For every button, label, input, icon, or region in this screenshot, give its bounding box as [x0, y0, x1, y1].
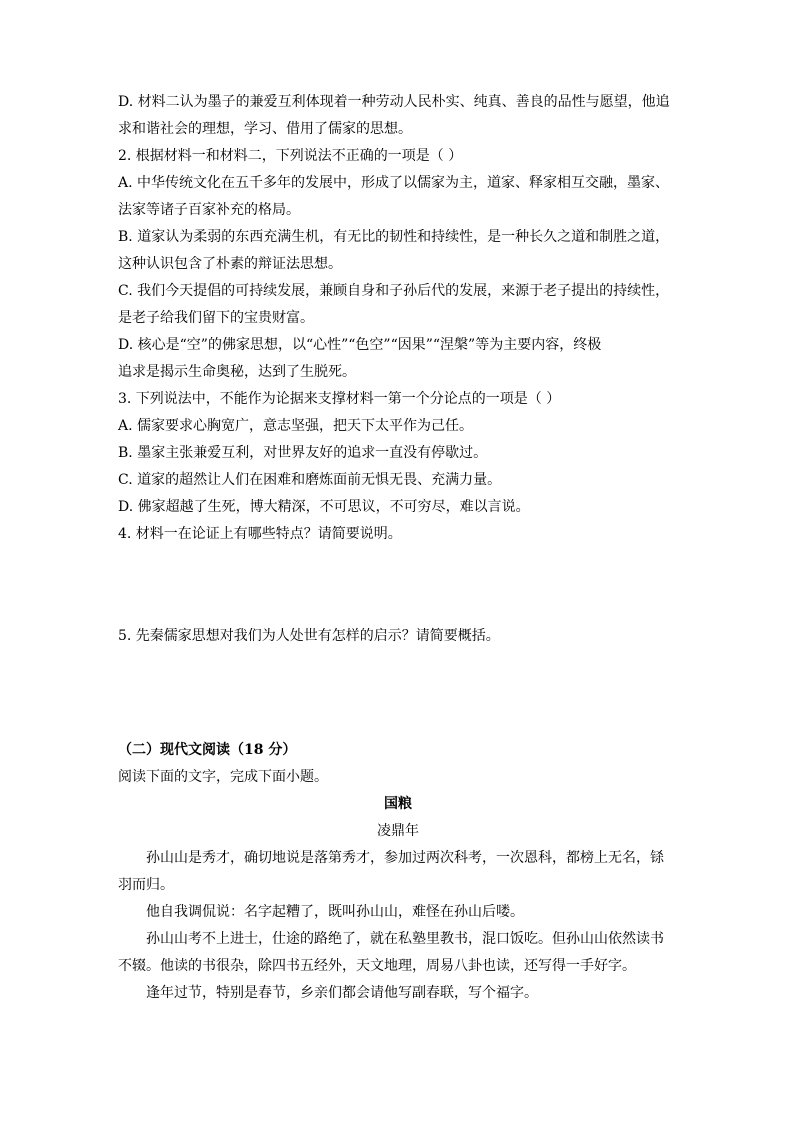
text-line: 孙山山是秀才，确切地说是落第秀才，参加过两次科考，一次恩科，都榜上无名，铩: [146, 850, 664, 866]
text-line: B. 墨家主张兼爱互利，对世界友好的追求一直没有停歇过。: [118, 445, 488, 461]
text-line: A. 儒家要求心胸宽广，意志坚强，把天下太平作为己任。: [118, 418, 474, 434]
text-line: B. 道家认为柔弱的东西充满生机，有无比的韧性和持续性，是一种长久之道和制胜之道，: [118, 229, 670, 245]
text-line: D. 核心是“空”的佛家思想，以“心性”“色空”“因果”“涅槃”等为主要内容，终极: [118, 337, 602, 353]
text-line: 逢年过节，特别是春节，乡亲们都会请他写副春联，写个福字。: [146, 985, 538, 1001]
text-line: 4. 材料一在论证上有哪些特点？请简要说明。: [118, 526, 402, 542]
text-line: 3. 下列说法中，不能作为论据来支撑材料一第一个分论点的一项是（ ）: [118, 391, 561, 407]
text-line: 2. 根据材料一和材料二，下列说法不正确的一项是（ ）: [118, 148, 463, 164]
story-title: 国粮: [384, 796, 412, 812]
text-line: D. 材料二认为墨子的兼爱互利体现着一种劳动人民朴实、纯真、善良的品性与愿望，他追: [118, 94, 670, 110]
text-line: 他自我调侃说：名字起糟了，既叫孙山山，难怪在孙山后喽。: [146, 904, 524, 920]
text-line: 羽而归。: [118, 877, 174, 893]
text-line: 不辍。他读的书很杂，除四书五经外，天文地理，周易八卦也读，还写得一手好字。: [118, 958, 636, 974]
text-line: 追求是揭示生命奥秘，达到了生脱死。: [118, 364, 356, 380]
text-line: C. 道家的超然让人们在困难和磨炼面前无惧无畏、充满力量。: [118, 472, 502, 488]
text-line: 法家等诸子百家补充的格局。: [118, 202, 300, 218]
story-author: 凌鼎年: [377, 823, 419, 839]
text-line: 5. 先秦儒家思想对我们为人处世有怎样的启示？请简要概括。: [118, 628, 500, 644]
text-line: 阅读下面的文字，完成下面小题。: [118, 769, 328, 785]
text-line: D. 佛家超越了生死，博大精深，不可思议，不可穷尽，难以言说。: [118, 499, 530, 515]
text-line: 求和谐社会的理想，学习、借用了儒家的思想。: [118, 121, 412, 137]
text-line: 是老子给我们留下的宝贵财富。: [118, 310, 314, 326]
text-line: 这种认识包含了朴素的辩证法思想。: [118, 256, 342, 272]
text-line: A. 中华传统文化在五千多年的发展中，形成了以儒家为主，道家、释家相互交融，墨家、: [118, 175, 670, 191]
text-line: （二）现代文阅读（18 分）: [118, 742, 297, 758]
text-line: 孙山山考不上进士，仕途的路绝了，就在私塾里教书，混口饭吃。但孙山山依然读书: [146, 931, 664, 947]
text-line: C. 我们今天提倡的可持续发展，兼顾自身和子孙后代的发展，来源于老子提出的持续性，: [118, 283, 670, 299]
